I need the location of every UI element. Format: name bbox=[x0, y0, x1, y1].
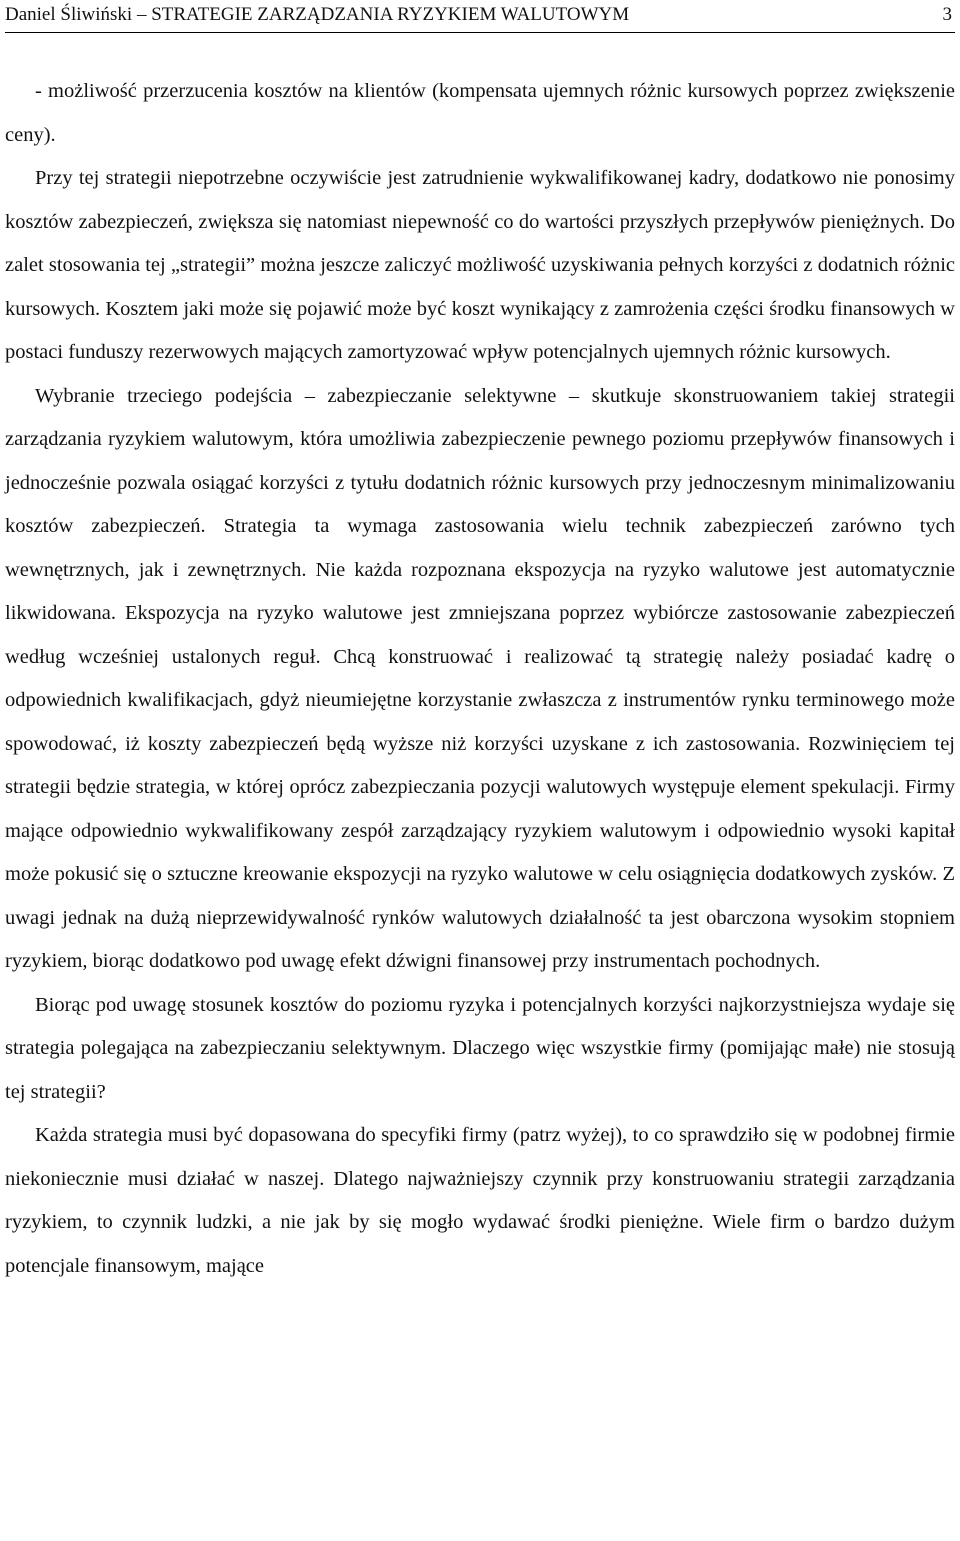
running-title: Daniel Śliwiński – STRATEGIE ZARZĄDZANIA RYZYKIEM WALUTOWYM bbox=[5, 4, 630, 25]
page-header bbox=[5, 2, 955, 33]
paragraph: Wybranie trzeciego podejścia – zabezpieczanie selektywne – skutkuje skonstruowaniem takiej strategii zarządzania ryzykiem walutowym, która umożliwia zabezpieczenie pewnego poziomu przepływów finansowych i jednocześnie pozwala osiągać korzyści z tytułu dodatnich różnic kursowych przy jednoczesnym minimalizowaniu kosztów zabezpieczeń. Strategia ta wymaga zastosowania wielu technik zabezpieczeń zarówno tych wewnętrznych, jak i zewnętrznych. Nie każda rozpoznana ekspozycja na ryzyko walutowe jest automatycznie likwidowana. Ekspozycja na ryzyko walutowe jest zmniejszana poprzez wybiórcze zastosowanie zabezpieczeń według wcześniej ustalonych reguł. Chcą konstruować i realizować tą strategię należy posiadać kadrę o odpowiednich kwalifikacjach, gdyż nieumiejętne korzystanie zwłaszcza z instrumentów rynku terminowego może spowodować, iż koszty zabezpieczeń będą wyższe niż korzyści uzyskane z ich zastosowania. Rozwinięciem tej strategii będzie strategia, w której oprócz zabezpieczania pozycji walutowych występuje element spekulacji. Firmy mające odpowiednio wykwalifikowany zespół zarządzający ryzykiem walutowym i odpowiednio wysoki kapitał może pokusić się o sztuczne kreowanie ekspozycji na ryzyko walutowe w celu osiągnięcia dodatkowych zysków. Z uwagi jednak na dużą nieprzewidywalność rynków walutowych działalność ta jest obarczona wysokim stopniem ryzykiem, biorąc dodatkowo pod uwagę efekt dźwigni finansowej przy instrumentach pochodnych. bbox=[5, 384, 955, 972]
document-body bbox=[5, 70, 955, 1288]
page-number: 3 bbox=[942, 4, 952, 25]
bullet-paragraph: - możliwość przerzucenia kosztów na klientów (kompensata ujemnych różnic kursowych poprzez zwiększenie ceny). bbox=[5, 80, 955, 146]
paragraph: Biorąc pod uwagę stosunek kosztów do poziomu ryzyka i potencjalnych korzyści najkorzystniejsza wydaje się strategia polegająca na zabezpieczaniu selektywnym. Dlaczego więc wszystkie firmy (pomijając małe) nie stosują tej strategii? bbox=[5, 993, 955, 1103]
paragraph: Przy tej strategii niepotrzebne oczywiście jest zatrudnienie wykwalifikowanej kadry, dodatkowo nie ponosimy kosztów zabezpieczeń, zwiększa się natomiast niepewność co do wartości przyszłych przepływów pieniężnych. Do zalet stosowania tej „strategii” można jeszcze zaliczyć możliwość uzyskiwania pełnych korzyści z dodatnich różnic kursowych. Kosztem jaki może się pojawić może być koszt wynikający z zamrożenia części środku finansowych w postaci funduszy rezerwowych mających zamortyzować wpływ potencjalnych ujemnych różnic kursowych. bbox=[5, 167, 955, 363]
paragraph: Każda strategia musi być dopasowana do specyfiki firmy (patrz wyżej), to co sprawdziło się w podobnej firmie niekoniecznie musi działać w naszej. Dlatego najważniejszy czynnik przy konstruowaniu strategii zarządzania ryzykiem, to czynnik ludzki, a nie jak by się mogło wydawać środki pieniężne. Wiele firm o bardzo dużym potencjale finansowym, mające bbox=[5, 1124, 955, 1277]
